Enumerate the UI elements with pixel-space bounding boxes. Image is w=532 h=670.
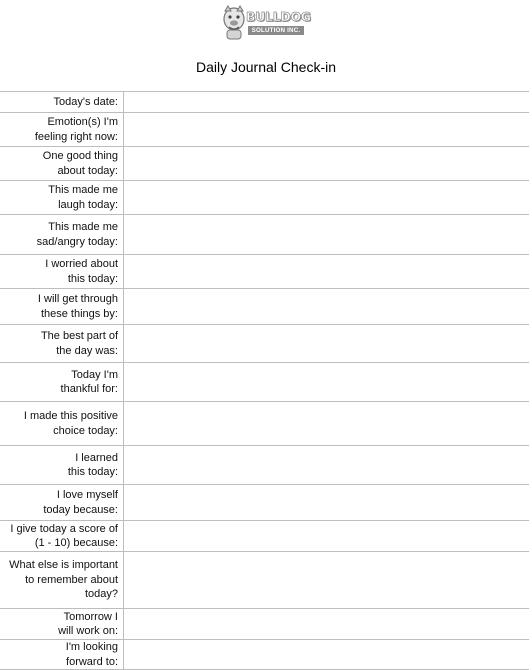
row-label: Today I'm thankful for: xyxy=(60,368,118,395)
row-label: I will get through these things by: xyxy=(37,293,118,320)
row-label: One good thing about today: xyxy=(42,150,118,177)
form-row-emotions xyxy=(0,112,529,146)
form-row-date xyxy=(0,91,529,112)
page-title: Daily Journal Check-in xyxy=(195,59,337,75)
answer-field-laugh[interactable] xyxy=(123,181,529,214)
answer-field-looking-forward[interactable] xyxy=(123,640,529,669)
answer-field-positive-choice[interactable] xyxy=(123,402,529,445)
form-row-thankful xyxy=(0,362,529,401)
form-row-looking-forward xyxy=(0,639,529,670)
row-label: This made me sad/angry today: xyxy=(36,221,118,248)
answer-field-best-part[interactable] xyxy=(123,325,529,362)
row-label: Today's date: xyxy=(53,95,118,108)
row-label: I learned this today: xyxy=(67,451,118,478)
answer-field-thankful[interactable] xyxy=(123,363,529,401)
answer-field-emotions[interactable] xyxy=(123,113,529,146)
answer-field-sad-angry[interactable] xyxy=(123,215,529,254)
journal-form xyxy=(0,91,529,670)
answer-field-remember[interactable] xyxy=(123,552,529,608)
answer-field-score[interactable] xyxy=(123,521,529,551)
row-label: The best part of the day was: xyxy=(40,330,118,357)
row-label: Tomorrow I will work on: xyxy=(58,610,118,637)
form-row-good-thing xyxy=(0,146,529,180)
logo-wordmark: BULLDOG xyxy=(246,9,311,24)
form-row-positive-choice xyxy=(0,401,529,445)
form-row-tomorrow xyxy=(0,608,529,639)
answer-field-worried[interactable] xyxy=(123,255,529,288)
form-row-remember xyxy=(0,551,529,608)
answer-field-good-thing[interactable] xyxy=(123,147,529,180)
logo-subtext: SOLUTION INC. xyxy=(248,26,304,35)
form-row-best-part xyxy=(0,324,529,362)
row-label: I give today a score of (1 - 10) because: xyxy=(10,522,118,549)
form-row-worried xyxy=(0,254,529,288)
form-row-score xyxy=(0,520,529,551)
row-label: What else is important to remember about today? xyxy=(9,559,118,601)
form-row-laugh xyxy=(0,180,529,214)
row-label: I'm looking forward to: xyxy=(65,641,118,668)
form-row-get-through xyxy=(0,288,529,324)
answer-field-date[interactable] xyxy=(123,92,529,112)
bulldog-mascot-icon xyxy=(222,5,248,41)
row-label: I made this positive choice today: xyxy=(23,410,118,437)
row-label: I love myself today because: xyxy=(43,489,118,516)
form-row-sad-angry xyxy=(0,214,529,254)
answer-field-learned[interactable] xyxy=(123,446,529,484)
answer-field-love-myself[interactable] xyxy=(123,485,529,520)
row-label: This made me laugh today: xyxy=(48,184,118,211)
answer-field-get-through[interactable] xyxy=(123,289,529,324)
bulldog-logo xyxy=(222,4,311,42)
form-row-learned xyxy=(0,445,529,484)
row-label: Emotion(s) I'm feeling right now: xyxy=(34,116,118,143)
row-label: I worried about this today: xyxy=(45,258,118,285)
form-row-love-myself xyxy=(0,484,529,520)
answer-field-tomorrow[interactable] xyxy=(123,609,529,639)
